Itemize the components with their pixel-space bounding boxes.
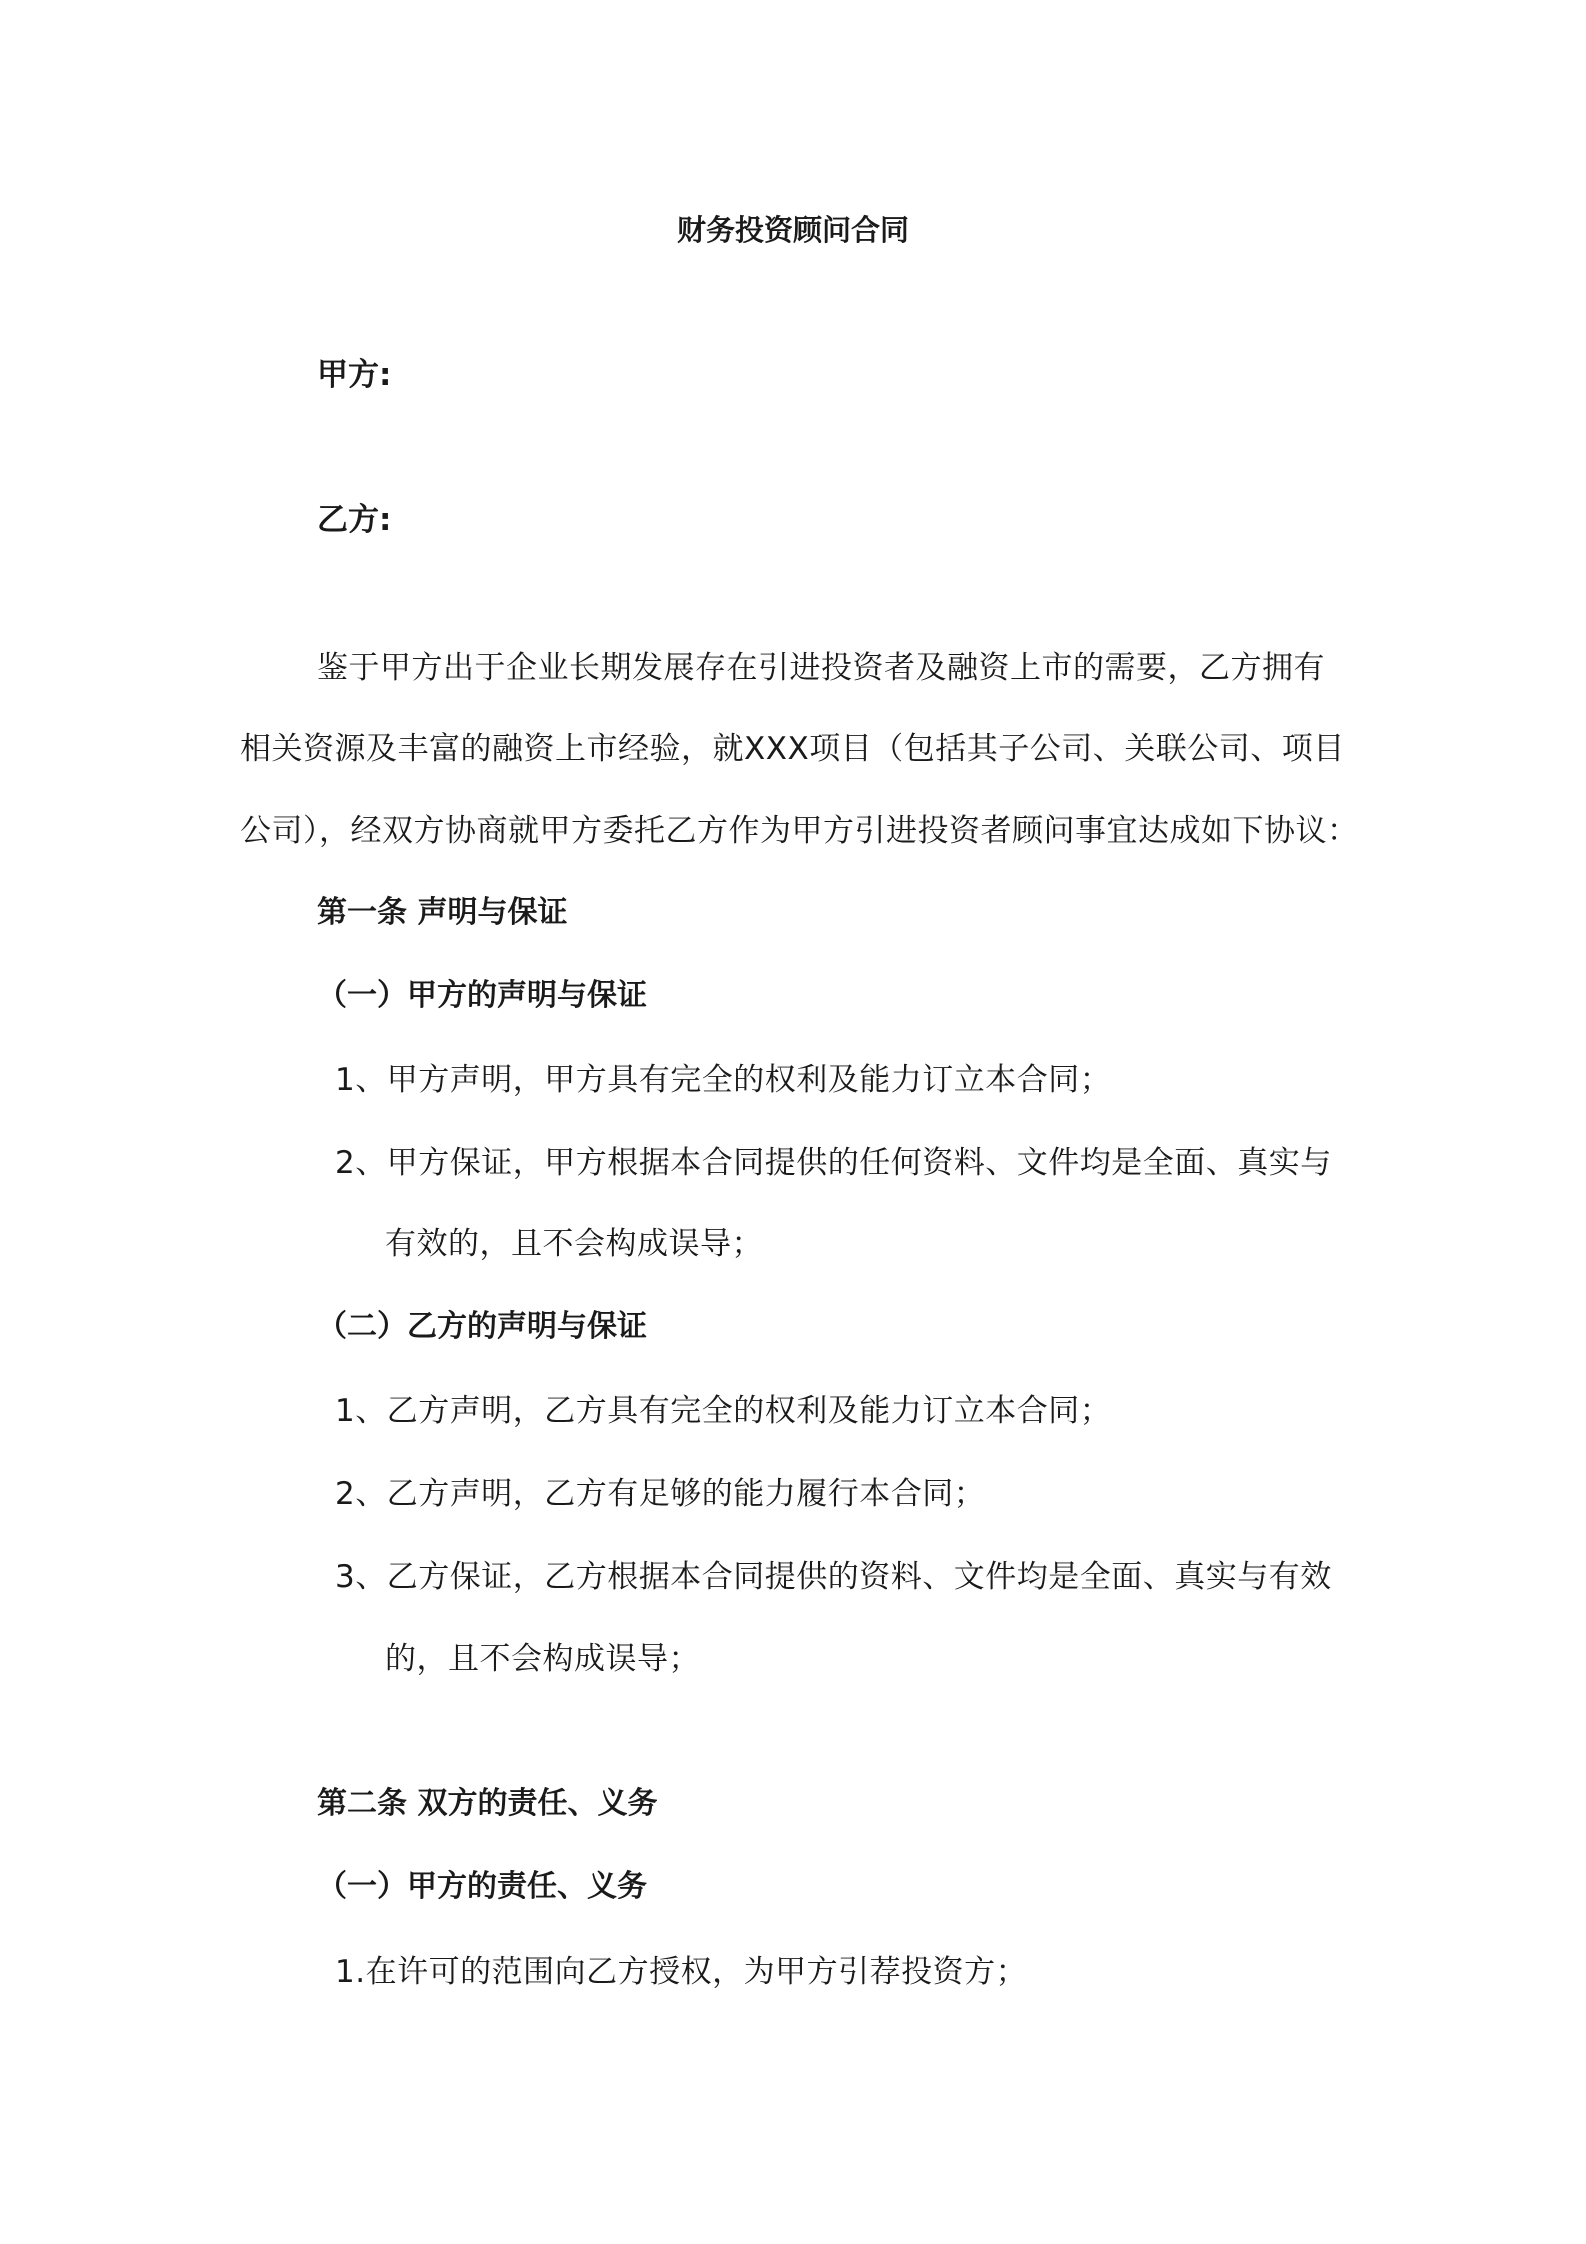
article-1-b-item-2: 2、乙方声明，乙方有足够的能力履行本合同； <box>335 1476 986 1512</box>
article-1-heading: 第一条 声明与保证 <box>317 895 568 930</box>
article-1-a-item-2: 2、甲方保证，甲方根据本合同提供的任何资料、文件均是全面、真实与 <box>335 1145 1332 1181</box>
preamble-line-1: 鉴于甲方出于企业长期发展存在引进投资者及融资上市的需要，乙方拥有 <box>317 650 1325 686</box>
article-1-b-item-1: 1、乙方声明，乙方具有完全的权利及能力订立本合同； <box>335 1393 1112 1429</box>
preamble-line-2: 相关资源及丰富的融资上市经验，就XXX项目（包括其子公司、关联公司、项目 <box>240 731 1345 767</box>
article-2-heading: 第二条 双方的责任、义务 <box>317 1786 658 1821</box>
preamble-line-3: 公司），经双方协商就甲方委托乙方作为甲方引进投资者顾问事宜达成如下协议： <box>240 813 1359 849</box>
article-1-a-item-1: 1、甲方声明，甲方具有完全的权利及能力订立本合同； <box>335 1062 1112 1098</box>
article-1-a-item-2-cont: 有效的，且不会构成误导； <box>385 1226 763 1262</box>
article-1-b-item-3-cont: 的，且不会构成误导； <box>385 1641 700 1677</box>
article-2-section-a-heading: （一）甲方的责任、义务 <box>317 1869 647 1904</box>
article-2-a-item-1: 1.在许可的范围向乙方授权，为甲方引荐投资方； <box>335 1954 1028 1990</box>
article-1-section-b-heading: （二）乙方的声明与保证 <box>317 1309 647 1344</box>
party-b-label: 乙方: <box>317 502 392 538</box>
document-title: 财务投资顾问合同 <box>676 213 909 247</box>
article-1-section-a-heading: （一）甲方的声明与保证 <box>317 978 647 1013</box>
article-1-b-item-3: 3、乙方保证，乙方根据本合同提供的资料、文件均是全面、真实与有效 <box>335 1559 1332 1595</box>
party-a-label: 甲方: <box>317 357 392 393</box>
